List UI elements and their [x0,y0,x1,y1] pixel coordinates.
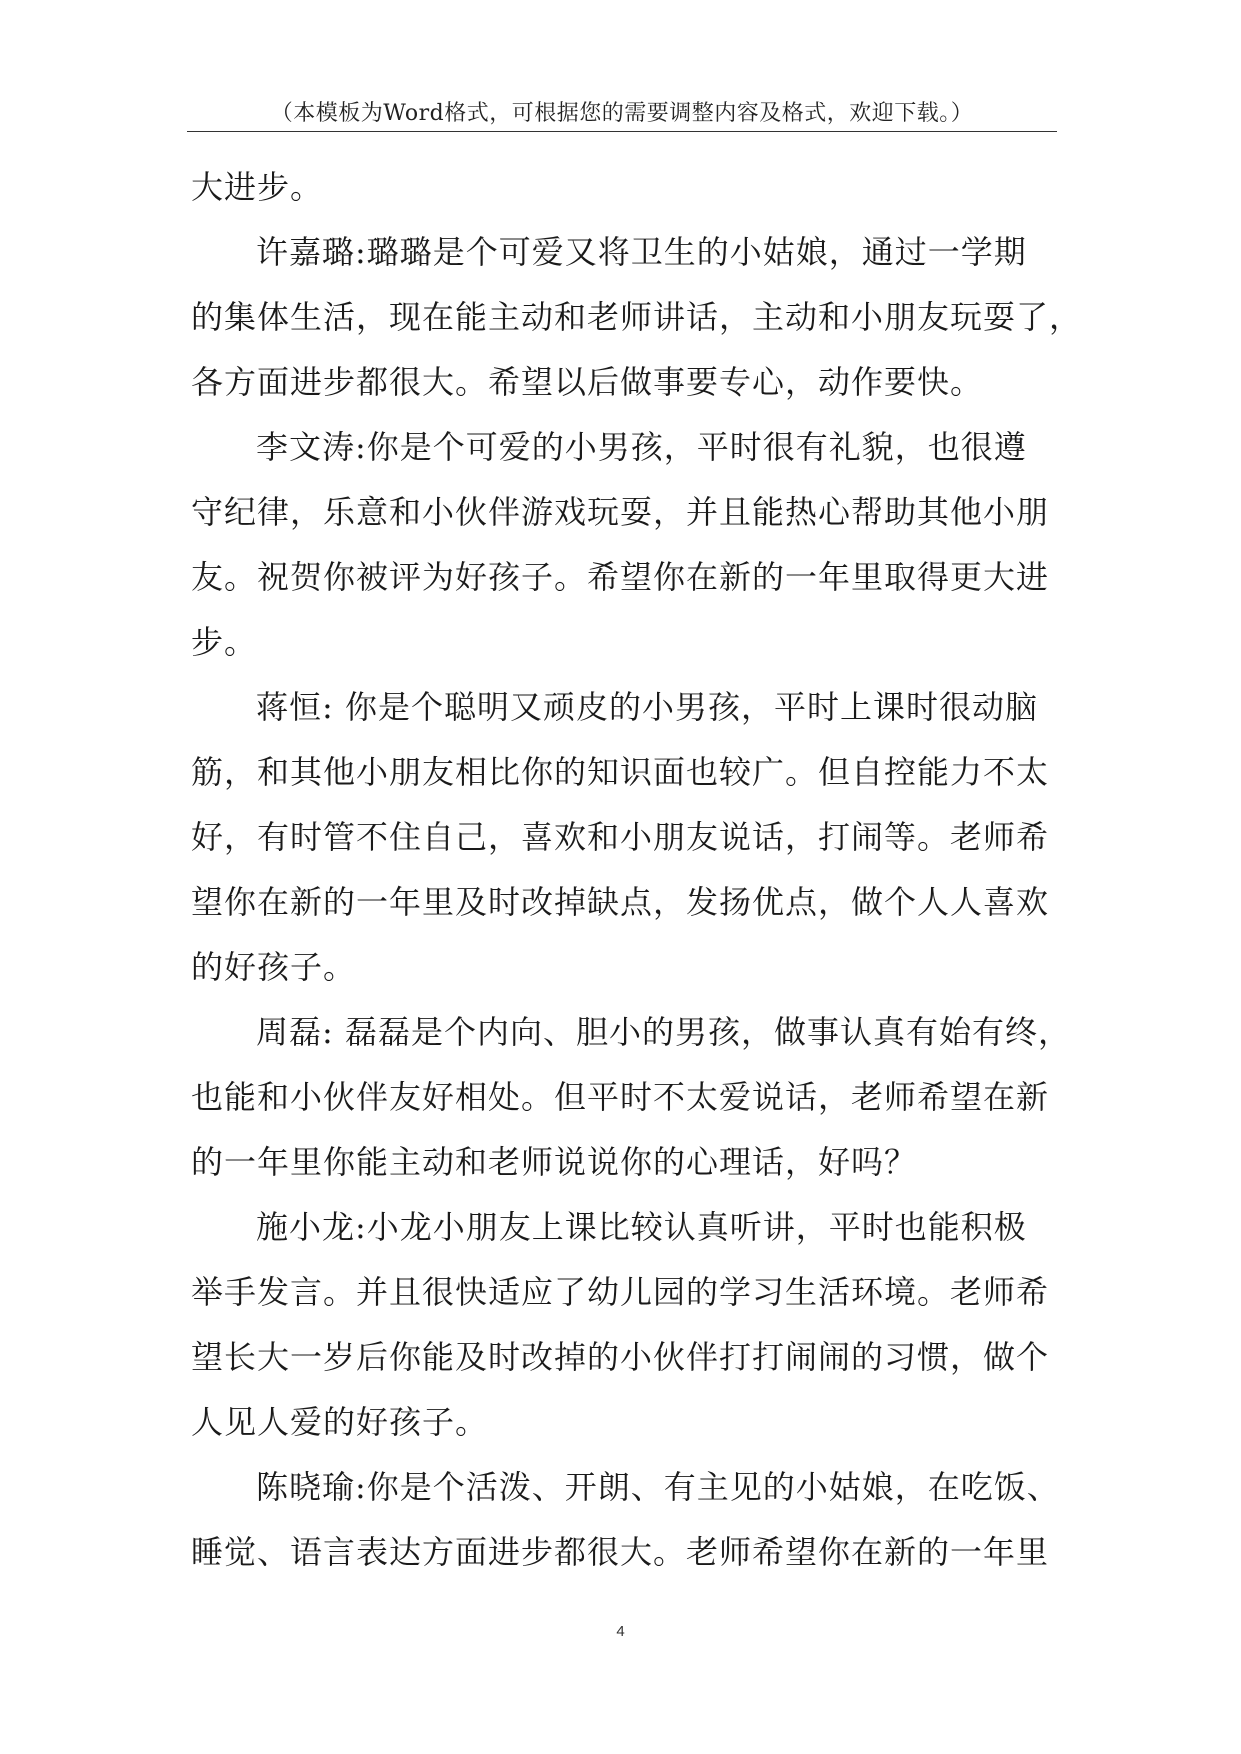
page-header: （本模板为Word格式，可根据您的需要调整内容及格式，欢迎下载。） [270,101,974,126]
page-number: 4 [616,1623,625,1640]
paragraph-line: 蒋恒: 你是个聪明又顽皮的小男孩，平时上课时很动脑 [256,688,1038,726]
paragraph-line: 陈晓瑜:你是个活泼、开朗、有主见的小姑娘，在吃饭、 [256,1468,1060,1506]
paragraph-line: 大进步。 [191,168,324,206]
paragraph-line: 各方面进步都很大。希望以后做事要专心，动作要快。 [191,363,984,401]
document-body [191,155,1083,1585]
paragraph-line: 的集体生活，现在能主动和老师讲话，主动和小朋友玩耍了， [191,298,1083,336]
paragraph-line: 人见人爱的好孩子。 [191,1403,489,1441]
paragraph-line: 好，有时管不住自己，喜欢和小朋友说话，打闹等。老师希 [191,818,1050,856]
paragraph-line: 施小龙:小龙小朋友上课比较认真听讲，平时也能积极 [256,1208,1027,1246]
paragraph-line: 望长大一岁后你能及时改掉的小伙伴打打闹闹的习惯，做个 [191,1338,1050,1376]
header-divider [187,131,1057,132]
paragraph-line: 睡觉、语言表达方面进步都很大。老师希望你在新的一年里 [191,1533,1050,1571]
paragraph-line: 的一年里你能主动和老师说说你的心理话，好吗？ [191,1143,918,1181]
paragraph-line: 筋，和其他小朋友相比你的知识面也较广。但自控能力不太 [191,753,1050,791]
paragraph-line: 许嘉璐:璐璐是个可爱又将卫生的小姑娘，通过一学期 [256,233,1027,271]
paragraph-line: 守纪律，乐意和小伙伴游戏玩耍，并且能热心帮助其他小朋 [191,493,1050,531]
paragraph-line: 友。祝贺你被评为好孩子。希望你在新的一年里取得更大进 [191,558,1050,596]
paragraph-line: 举手发言。并且很快适应了幼儿园的学习生活环境。老师希 [191,1273,1050,1311]
paragraph-line: 周磊: 磊磊是个内向、胆小的男孩，做事认真有始有终， [256,1013,1071,1051]
paragraph-line: 李文涛:你是个可爱的小男孩，平时很有礼貌，也很遵 [256,428,1027,466]
paragraph-line: 步。 [191,623,258,661]
paragraph-line: 也能和小伙伴友好相处。但平时不太爱说话，老师希望在新 [191,1078,1050,1116]
paragraph-line: 望你在新的一年里及时改掉缺点，发扬优点，做个人人喜欢 [191,883,1050,921]
paragraph-line: 的好孩子。 [191,948,357,986]
